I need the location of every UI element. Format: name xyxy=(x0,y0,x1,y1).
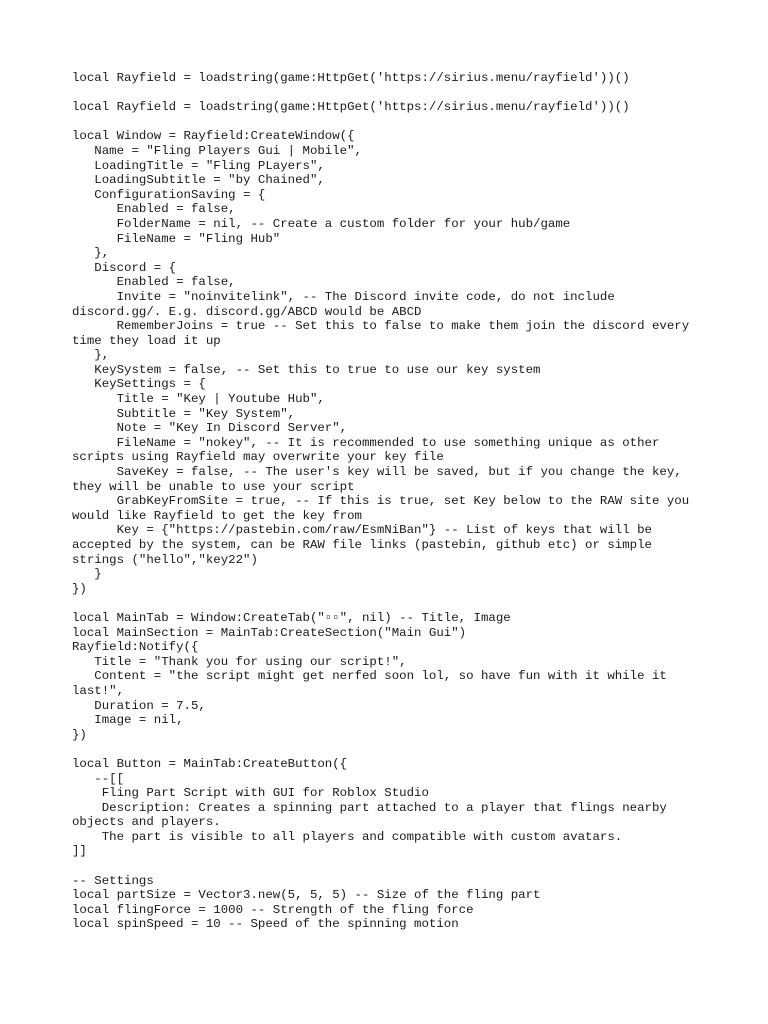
code-line: objects and players. xyxy=(72,815,221,830)
code-line: last!", xyxy=(72,683,125,698)
code-line: ConfigurationSaving = { xyxy=(72,187,266,202)
code-line: -- Settings xyxy=(72,873,154,888)
code-line: Enabled = false, xyxy=(72,202,236,217)
code-line: would like Rayfield to get the key from xyxy=(72,508,362,523)
code-line: Key = {"https://pastebin.com/raw/EsmNiBan"} -- List of keys that will be xyxy=(72,523,652,538)
code-line: The part is visible to all players and compatible with custom avatars. xyxy=(72,829,623,844)
code-line: Rayfield:Notify({ xyxy=(72,640,199,655)
code-line: local partSize = Vector3.new(5, 5, 5) -- Size of the fling part xyxy=(72,888,541,903)
code-line: local Rayfield = loadstring(game:HttpGet('https://sirius.menu/rayfield'))() xyxy=(72,71,630,85)
code-line: FileName = "Fling Hub" xyxy=(72,231,281,246)
code-line: SaveKey = false, -- The user's key will be saved, but if you change the key, xyxy=(72,465,682,480)
code-line: RememberJoins = true -- Set this to false to make them join the discord every xyxy=(72,319,690,334)
code-line: Image = nil, xyxy=(72,713,184,728)
code-line: local spinSpeed = 10 -- Speed of the spinning motion xyxy=(72,917,459,932)
code-line: }) xyxy=(72,581,87,596)
code-line: }, xyxy=(72,246,110,261)
code-line: Note = "Key In Discord Server", xyxy=(72,421,348,436)
code-line: local MainSection = MainTab:CreateSection("Main Gui") xyxy=(72,625,467,640)
code-line: they will be unable to use your script xyxy=(72,479,355,494)
code-line: Duration = 7.5, xyxy=(72,698,206,713)
code-line: Subtitle = "Key System", xyxy=(72,406,296,421)
code-line: accepted by the system, can be RAW file links (pastebin, github etc) or simple xyxy=(72,538,652,552)
code-line: scripts using Rayfield may overwrite your key file xyxy=(72,450,444,465)
code-line: Discord = { xyxy=(72,260,177,275)
code-line: Title = "Key | Youtube Hub", xyxy=(72,392,325,407)
code-line: --[[ xyxy=(72,771,125,786)
code-line: Description: Creates a spinning part attached to a player that flings nearby xyxy=(72,800,667,815)
code-line: strings ("hello","key22") xyxy=(72,552,258,567)
code-line: FileName = "nokey", -- It is recommended to use something unique as other xyxy=(72,435,660,450)
code-line: GrabKeyFromSite = true, -- If this is true, set Key below to the RAW site you xyxy=(72,494,690,509)
code-line xyxy=(72,859,712,874)
code-line: KeySettings = { xyxy=(72,377,206,392)
code-line: local flingForce = 1000 -- Strength of the fling force xyxy=(72,902,474,917)
code-line xyxy=(72,742,712,757)
code-line: }, xyxy=(72,348,110,363)
code-line: local Rayfield = loadstring(game:HttpGet('https://sirius.menu/rayfield'))() xyxy=(72,100,630,115)
code-line: local Window = Rayfield:CreateWindow({ xyxy=(72,129,355,144)
code-line: local Button = MainTab:CreateButton({ xyxy=(72,756,348,771)
code-line: FolderName = nil, -- Create a custom folder for your hub/game xyxy=(72,216,571,231)
code-line xyxy=(72,86,712,101)
code-line: Content = "the script might get nerfed soon lol, so have fun with it while it xyxy=(72,669,667,684)
code-line: local MainTab = Window:CreateTab("▫▫", nil) -- Title, Image xyxy=(72,610,511,625)
code-line: Title = "Thank you for using our script!", xyxy=(72,654,407,669)
code-line: KeySystem = false, -- Set this to true to use our key system xyxy=(72,362,541,377)
code-line xyxy=(72,596,712,611)
code-line: ]] xyxy=(72,844,87,859)
code-line: Enabled = false, xyxy=(72,275,236,290)
code-line: time they load it up xyxy=(72,333,221,348)
code-line: LoadingSubtitle = "by Chained", xyxy=(72,173,325,188)
code-line: discord.gg/. E.g. discord.gg/ABCD would be ABCD xyxy=(72,304,422,319)
code-line: LoadingTitle = "Fling PLayers", xyxy=(72,158,325,173)
code-line: } xyxy=(72,567,102,582)
code-line: Name = "Fling Players Gui | Mobile", xyxy=(72,143,362,158)
code-line: Fling Part Script with GUI for Roblox Studio xyxy=(72,786,429,801)
code-line: }) xyxy=(72,727,87,742)
code-listing xyxy=(72,71,712,932)
code-line xyxy=(72,115,712,130)
code-line: Invite = "noinvitelink", -- The Discord invite code, do not include xyxy=(72,289,615,304)
